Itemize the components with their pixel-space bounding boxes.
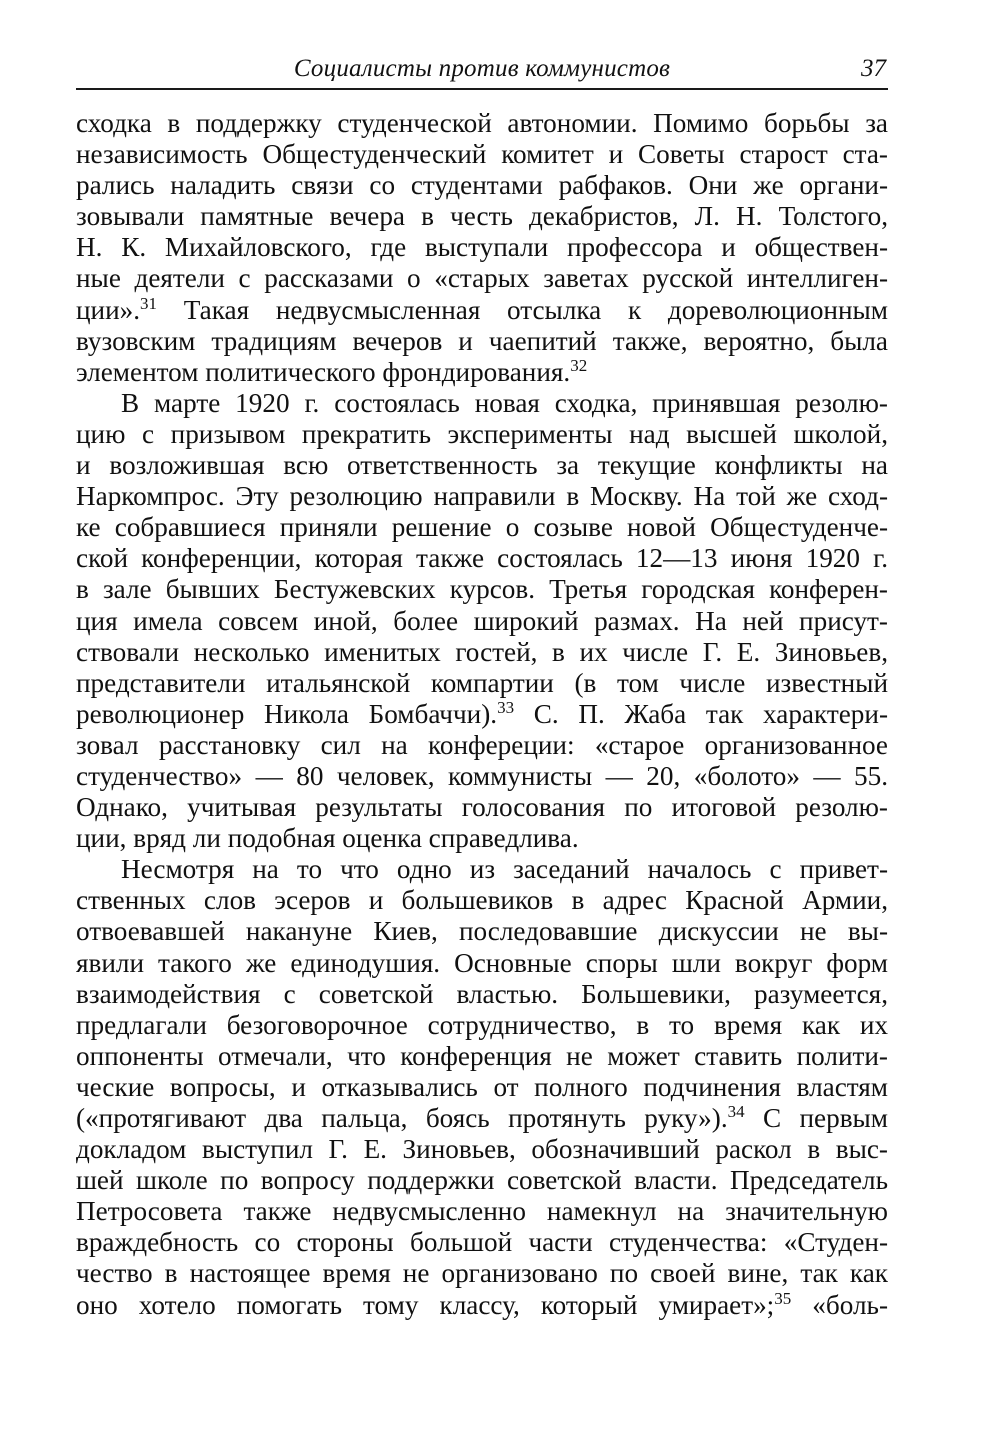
- text-line: [76, 1103, 888, 1134]
- text-line: ции, вряд ли подобная оценка справедлива.: [76, 823, 579, 854]
- line-segment: ции».: [76, 294, 141, 325]
- line-segment: элементом политического фрондирования.: [76, 356, 571, 387]
- text-line: явили такого же единодушия. Основные споры шли вокруг форм: [76, 947, 888, 978]
- text-line: в зале бывших Бестужевских курсов. Третья городская конферен-: [76, 574, 888, 605]
- line-segment: революционер Никола Бомбаччи).: [76, 698, 498, 729]
- line-segment: С. П. Жаба так характери-: [514, 698, 888, 729]
- text-line: [76, 295, 888, 326]
- text-line: и возложившая всю ответственность за текущие конфликты на: [76, 450, 888, 481]
- text-line: В марте 1920 г. состоялась новая сходка, принявшая резолю-: [121, 387, 888, 418]
- text-line: взаимодействия с советской властью. Большевики, разумеется,: [76, 978, 888, 1009]
- text-line: шей школе по вопросу поддержки советской власти. Председатель: [76, 1165, 888, 1196]
- text-line: враждебность со стороны большой части студенчества: «Студен-: [76, 1227, 888, 1258]
- text-line: студенчество» — 80 человек, коммунисты — 20, «болото» — 55.: [76, 760, 888, 791]
- text-line: ные деятели с рассказами о «старых заветах русской интеллиген-: [76, 263, 888, 294]
- footnote-ref-35: 35: [774, 1289, 792, 1308]
- text-line: зовал расстановку сил на конфереции: «старое организованное: [76, 729, 888, 760]
- running-title: Социалисты против коммунистов: [293, 55, 671, 82]
- running-head: [76, 52, 888, 90]
- text-line: [76, 699, 888, 730]
- text-line: чество в настоящее время не организовано по своей вине, так как: [76, 1258, 888, 1289]
- line-segment: Такая недвусмысленная отсылка к дореволюционным: [157, 294, 888, 325]
- text-line: Наркомпрос. Эту резолюцию направили в Москву. На той же сход-: [76, 481, 888, 512]
- text-line: Петросовета также недвусмысленно намекнул на значительную: [76, 1196, 888, 1227]
- text-line: [76, 357, 888, 388]
- footnote-ref-33: 33: [497, 698, 515, 717]
- text-line: [76, 1290, 888, 1321]
- text-line: оппоненты отмечали, что конференция не может ставить полити-: [76, 1040, 888, 1071]
- text-line: ственных слов эсеров и большевиков в адрес Красной Армии,: [76, 885, 888, 916]
- text-line: ствовали несколько именитых гостей, в их числе Г. Е. Зиновьев,: [76, 636, 888, 667]
- text-line: Несмотря на то что одно из заседаний началось с привет-: [121, 854, 888, 885]
- footnote-ref-32: 32: [570, 356, 588, 375]
- text-line: зовывали памятные вечера в честь декабристов, Л. Н. Толстого,: [76, 201, 888, 232]
- text-line: Однако, учитывая результаты голосования по итоговой резолю-: [76, 792, 888, 823]
- line-segment: («протягивают два пальца, боясь протянуть руку»).: [76, 1103, 728, 1133]
- footnote-ref-31: 31: [140, 294, 158, 313]
- footnote-ref-34: 34: [727, 1103, 745, 1121]
- body-text: [76, 108, 888, 1321]
- text-line: ской конференции, которая также состоялась 12—13 июня 1920 г.: [76, 543, 888, 574]
- text-line: вузовским традициям вечеров и чаепитий также, вероятно, была: [76, 325, 888, 356]
- text-line: сходка в поддержку студенческой автономии. Помимо борьбы за: [76, 108, 888, 138]
- text-line: Н. К. Михайловского, где выступали профессора и обществен-: [76, 232, 888, 263]
- text-line: представители итальянской компартии (в том числе известный: [76, 667, 888, 698]
- page-number: 37: [861, 55, 886, 82]
- text-line: докладом выступил Г. Е. Зиновьев, обозначивший раскол в выс-: [76, 1134, 888, 1165]
- text-line: независимость Общестуденческий комитет и Советы старост ста-: [76, 139, 888, 170]
- text-line: рались наладить связи со студентами рабфаков. Они же органи-: [76, 170, 888, 201]
- text-line: ция имела совсем иной, более широкий размах. На ней присут-: [76, 605, 888, 636]
- line-segment: оно хотело помогать тому классу, который умирает»;: [76, 1289, 775, 1320]
- text-line: ке собравшиеся приняли решение о созыве новой Общестуденче-: [76, 512, 888, 543]
- text-line: цию с призывом прекратить эксперименты над высшей школой,: [76, 418, 888, 449]
- line-segment: С первым: [744, 1103, 888, 1133]
- text-line: ческие вопросы, и отказывались от полного подчинения властям: [76, 1071, 888, 1102]
- line-segment: «боль-: [791, 1289, 888, 1320]
- text-line: отвоевавшей накануне Киев, последовавшие дискуссии не вы-: [76, 916, 888, 947]
- text-line: предлагали безоговорочное сотрудничество, в то время как их: [76, 1009, 888, 1040]
